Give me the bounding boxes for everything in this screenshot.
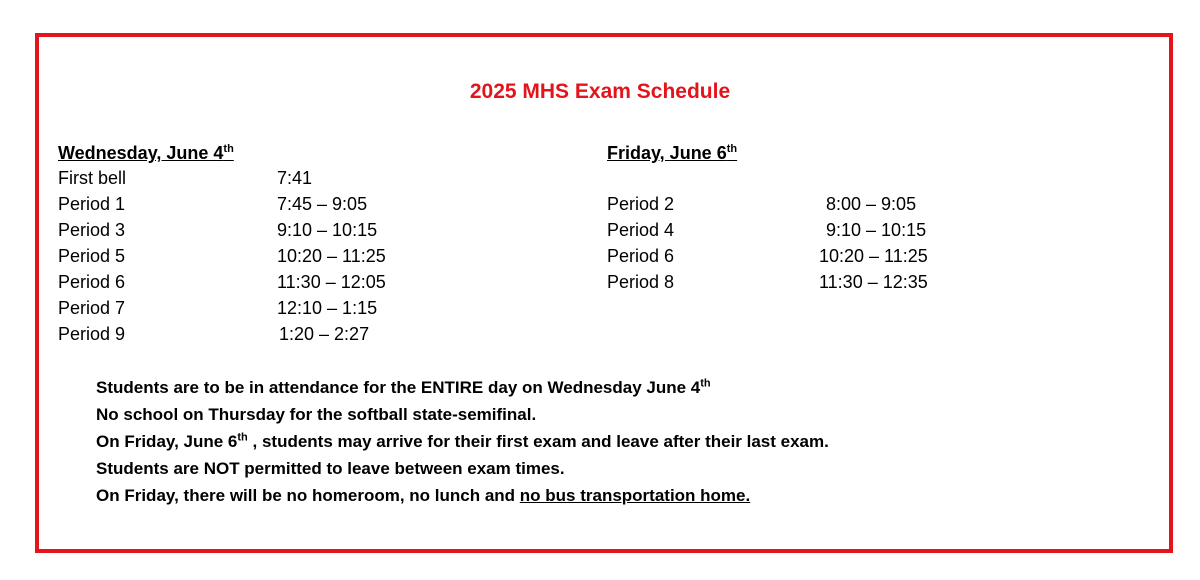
note-friday-sup: th xyxy=(237,431,248,444)
row-time: 9:10 – 10:15 xyxy=(277,220,378,240)
wednesday-heading-text: Wednesday, June 4 xyxy=(58,143,224,163)
row-label: Period 9 xyxy=(58,324,126,344)
wednesday-heading-sup: th xyxy=(223,143,234,155)
note-attendance-sup: th xyxy=(700,377,711,390)
note-friday-services xyxy=(96,486,750,506)
note-friday-post: , students may arrive for their first exam and leave after their last exam. xyxy=(247,432,829,451)
row-time: 11:30 – 12:35 xyxy=(819,272,928,292)
row-label: Period 5 xyxy=(58,246,126,266)
row-label: Period 3 xyxy=(58,220,126,240)
row-label: First bell xyxy=(58,168,127,188)
row-time: 10:20 – 11:25 xyxy=(277,246,386,266)
row-time: 9:10 – 10:15 xyxy=(826,220,927,240)
row-label: Period 2 xyxy=(607,194,675,214)
row-label: Period 6 xyxy=(58,272,126,292)
row-label: Period 7 xyxy=(58,298,126,318)
note-attendance-text: Students are to be in attendance for the ENTIRE day on Wednesday June 4 xyxy=(96,378,701,397)
note-attendance xyxy=(96,378,711,398)
note-no-leaving xyxy=(96,459,565,479)
row-label: Period 6 xyxy=(607,246,675,266)
note-no-school-text: No school on Thursday for the softball state-semifinal. xyxy=(96,405,537,424)
row-label: Period 8 xyxy=(607,272,675,292)
page-title: 2025 MHS Exam Schedule xyxy=(469,80,731,103)
note-services-pre: On Friday, there will be no homeroom, no lunch and xyxy=(96,486,520,505)
row-time: 7:45 – 9:05 xyxy=(277,194,368,214)
note-no-school-thursday xyxy=(96,405,536,425)
row-time: 11:30 – 12:05 xyxy=(277,272,386,292)
row-label: Period 4 xyxy=(607,220,675,240)
friday-heading xyxy=(607,143,737,164)
note-no-leaving-text: Students are NOT permitted to leave between exam times. xyxy=(96,459,565,478)
wednesday-heading xyxy=(58,143,234,164)
row-time: 10:20 – 11:25 xyxy=(819,246,928,266)
friday-heading-text: Friday, June 6 xyxy=(607,143,727,163)
row-time: 8:00 – 9:05 xyxy=(826,194,917,214)
row-time: 12:10 – 1:15 xyxy=(277,298,378,318)
row-label: Period 1 xyxy=(58,194,126,214)
note-friday-pre: On Friday, June 6 xyxy=(96,432,238,451)
note-no-bus: no bus transportation home. xyxy=(519,486,751,505)
row-time: 7:41 xyxy=(277,168,313,188)
row-time: 1:20 – 2:27 xyxy=(279,324,370,344)
friday-heading-sup: th xyxy=(726,143,738,155)
note-friday-arrival xyxy=(96,432,829,452)
